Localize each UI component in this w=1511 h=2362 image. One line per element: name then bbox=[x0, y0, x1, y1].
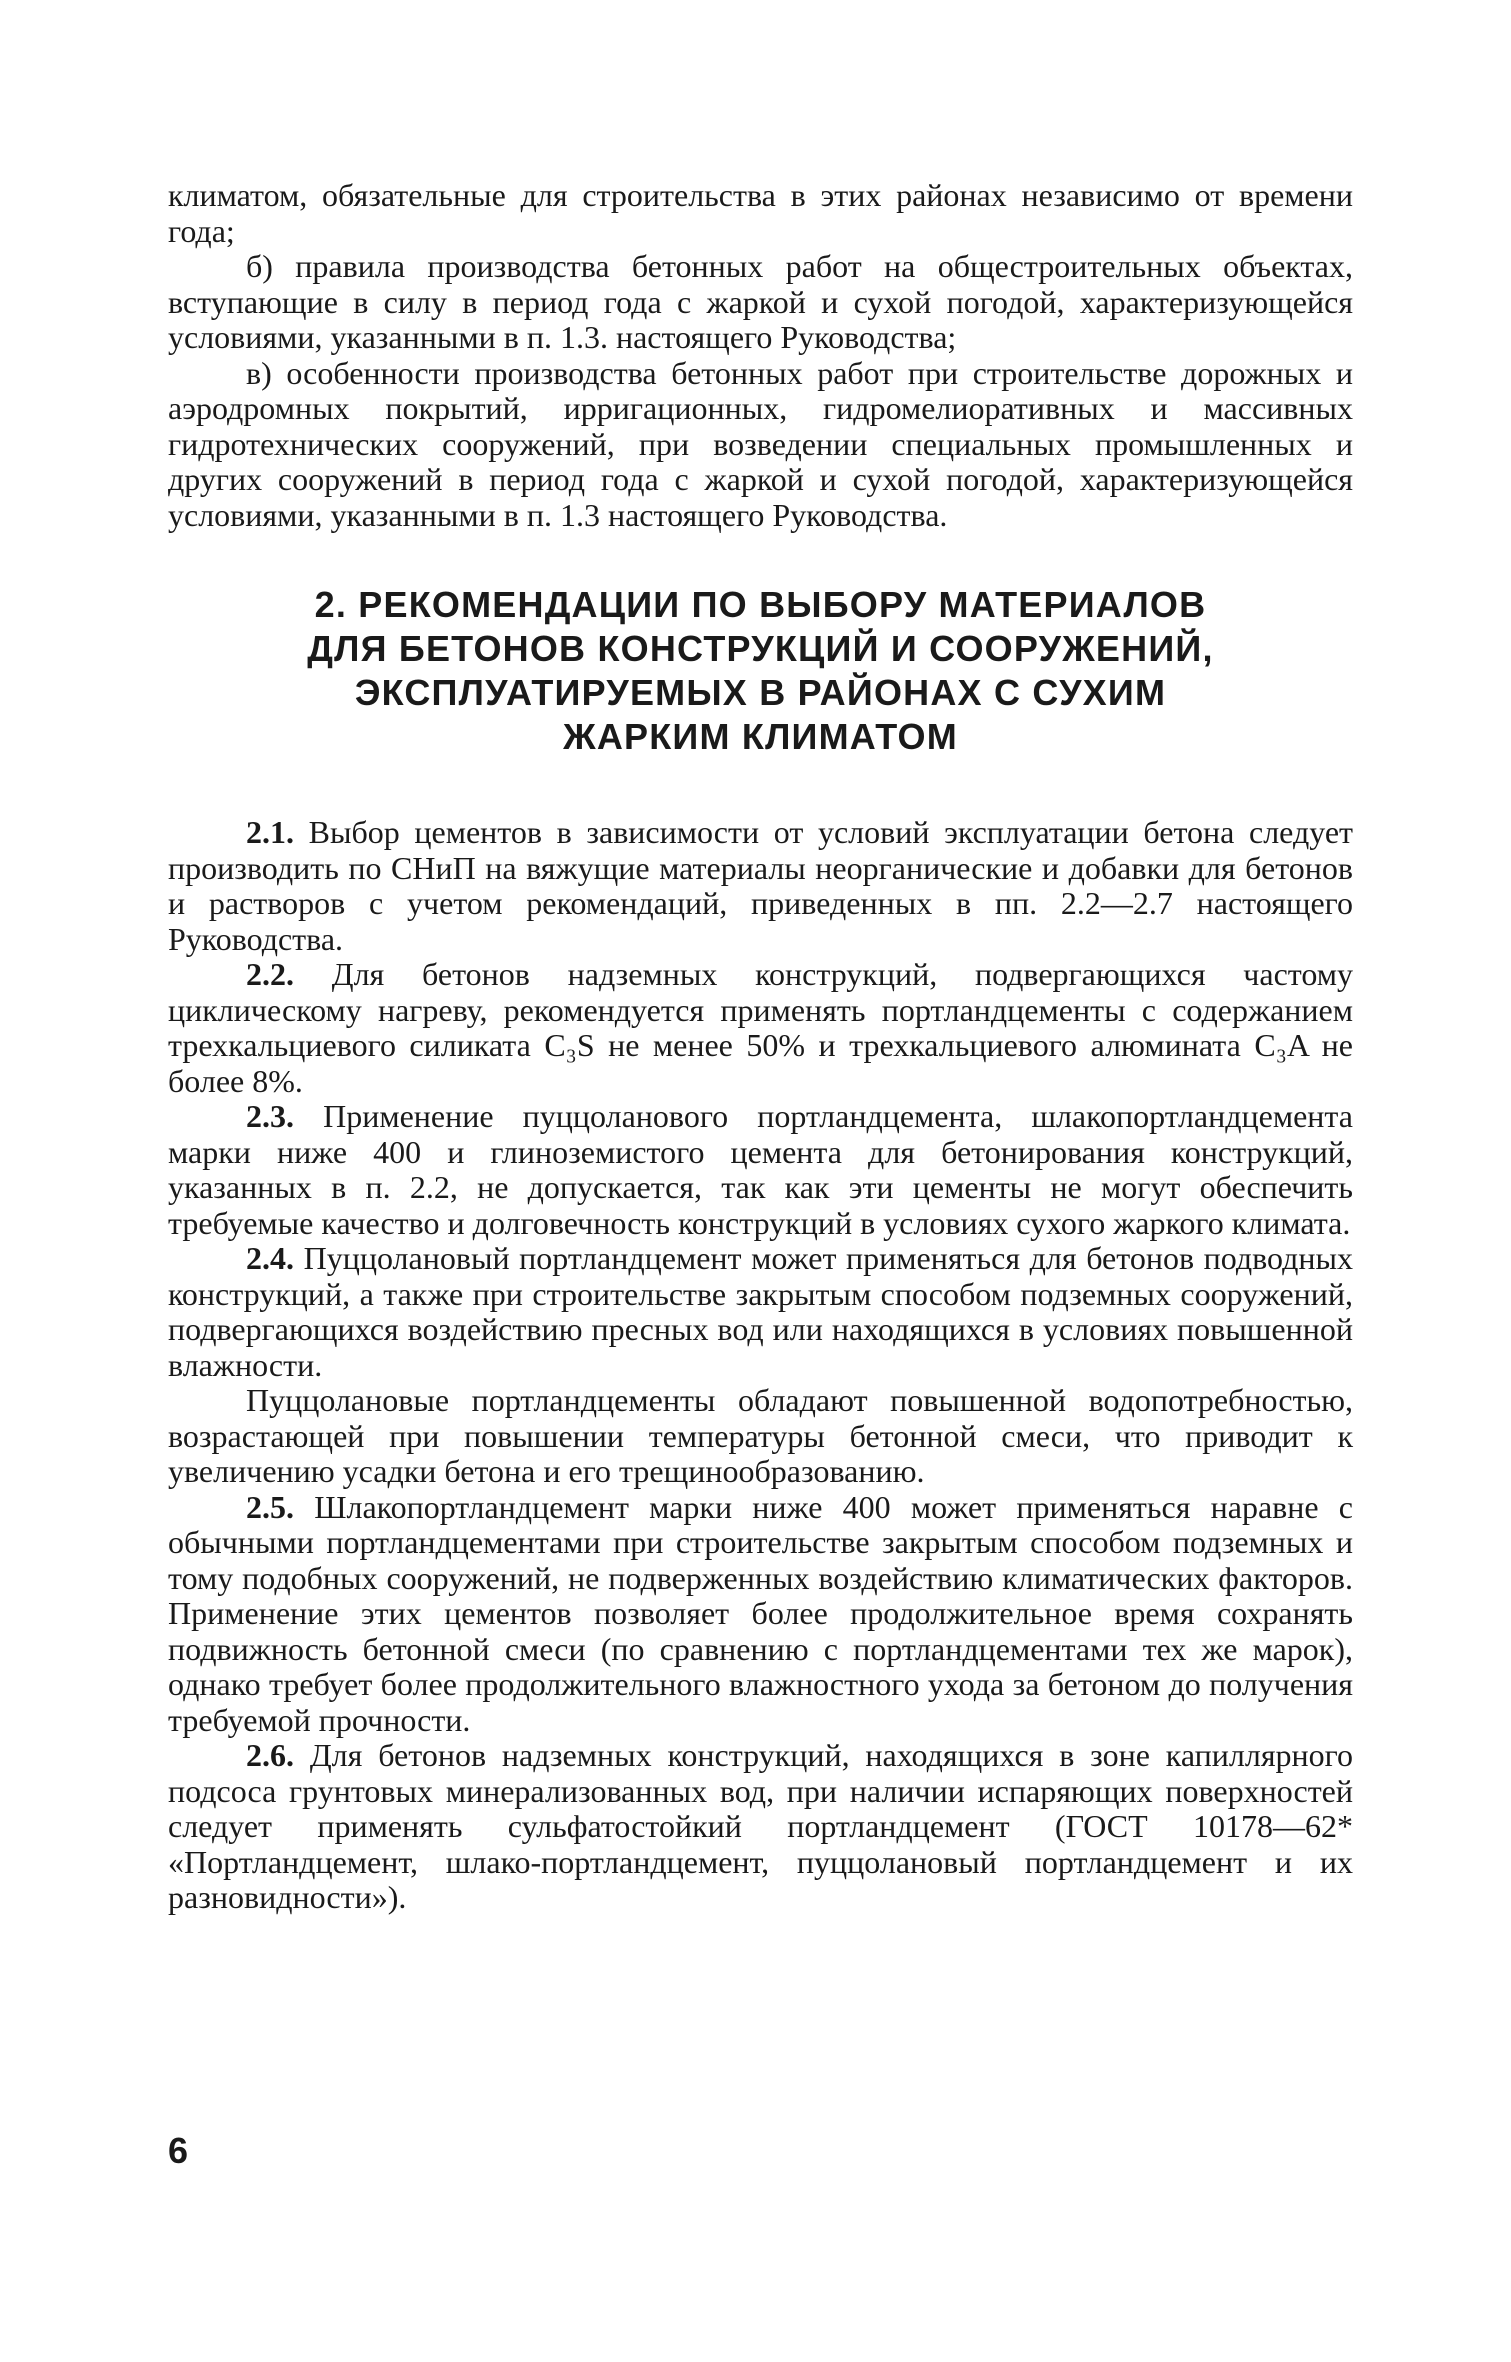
heading-line: ЖАРКИМ КЛИМАТОМ bbox=[563, 716, 958, 757]
item-text: Шлакопортландцемент марки ниже 400 может применяться наравне с обычными портландцементами при строительстве закрытым способом подземных и тому подобных сооружений, не подверженных воздействию климатических факторов. Применение этих цементов позволяет более продолжительное время сохранять подвижность бетонной смеси (по сравнению с портландцементами тех же марок), однако требует более продолжительного влажностного ухода за бетоном до получения требуемой прочности. bbox=[168, 1488, 1354, 1738]
paragraph-2-4 bbox=[168, 1241, 1353, 1383]
item-text: Для бетонов надземных конструкций, подвергающихся частому циклическому нагреву, рекомендуется применять портландцементы с содержанием трехкальциевого силиката C₃S не менее 50% и трехкальциевого алюмината C₃A не более 8%. bbox=[168, 956, 1354, 1099]
paragraph-2-6 bbox=[168, 1738, 1353, 1916]
item-text: Выбор цементов в зависимости от условий эксплуатации бетона следует производить по СНиП на вяжущие материалы неорганические и добавки для бетонов и растворов с учетом рекомендаций, приведенных в пп. 2.2—2.7 настоящего Руководства. bbox=[168, 814, 1354, 957]
intro-paragraph-v: в) особенности производства бетонных работ при строительстве дорожных и аэродромных покрытий, ирригационных, гидромелиоративных и массивных гидротехнических сооружений, при возведении специальных промышленных и других сооружений в период года с жаркой и сухой погодой, характеризующейся условиями, указанными в п. 1.3 настоящего Руководства. bbox=[168, 354, 1353, 533]
item-text: Пуццолановый портландцемент может применяться для бетонов подводных конструкций, а также при строительстве закрытым способом подземных сооружений, подвергающихся воздействию пресных вод или находящихся в условиях повышенной влажности. bbox=[168, 1240, 1354, 1383]
item-text: Пуццолановые портландцементы обладают повышенной водопотребностью, возрастающей при повышении температуры бетонной смеси, что приводит к увеличению усадки бетона и его трещинообразованию. bbox=[168, 1382, 1353, 1489]
item-number: 2.6. bbox=[246, 1737, 294, 1773]
item-number: 2.4. bbox=[246, 1240, 294, 1276]
page-number: 6 bbox=[168, 2130, 189, 2171]
paragraph-2-4-continued bbox=[168, 1383, 1353, 1490]
paragraph-2-5 bbox=[168, 1490, 1353, 1739]
intro-paragraph-b: б) правила производства бетонных работ на общестроительных объектах, вступающие в силу в период года с жаркой и сухой погодой, характеризующейся условиями, указанными в п. 1.3. настоящего Руководства; bbox=[168, 248, 1353, 355]
item-text: Применение пуццоланового портландцемента, шлакопортландцемента марки ниже 400 и глиноземистого цемента для бетонирования конструкций, указанных в п. 2.2, не допускается, так как эти цементы не могут обеспечить требуемые качество и долговечность конструкций в условиях сухого жаркого климата. bbox=[168, 1098, 1354, 1241]
section-heading bbox=[168, 583, 1353, 759]
intro-paragraph-1: климатом, обязательные для строительства в этих районах независимо от времени года; bbox=[168, 177, 1353, 249]
item-text: Для бетонов надземных конструкций, находящихся в зоне капиллярного подсоса грунтовых минерализованных вод, при наличии испаряющих поверхностей следует применять сульфатостойкий портландцемент (ГОСТ 10178—62* «Портландцемент, шлако-портландцемент, пуццолановый портландцемент и их разновидности»). bbox=[168, 1737, 1354, 1915]
item-number: 2.5. bbox=[246, 1488, 294, 1525]
item-number: 2.2. bbox=[246, 956, 294, 992]
paragraph-2-1 bbox=[168, 815, 1353, 957]
heading-line: 2. РЕКОМЕНДАЦИИ ПО ВЫБОРУ МАТЕРИАЛОВ bbox=[314, 584, 1207, 625]
page-body bbox=[168, 178, 1353, 1916]
heading-line: ЭКСПЛУАТИРУЕМЫХ В РАЙОНАХ С СУХИМ bbox=[354, 672, 1167, 713]
paragraph-2-2 bbox=[168, 957, 1353, 1099]
item-number: 2.1. bbox=[246, 814, 294, 850]
item-number: 2.3. bbox=[246, 1098, 294, 1134]
heading-line: ДЛЯ БЕТОНОВ КОНСТРУКЦИЙ И СООРУЖЕНИЙ, bbox=[307, 628, 1214, 669]
paragraph-2-3 bbox=[168, 1099, 1353, 1241]
